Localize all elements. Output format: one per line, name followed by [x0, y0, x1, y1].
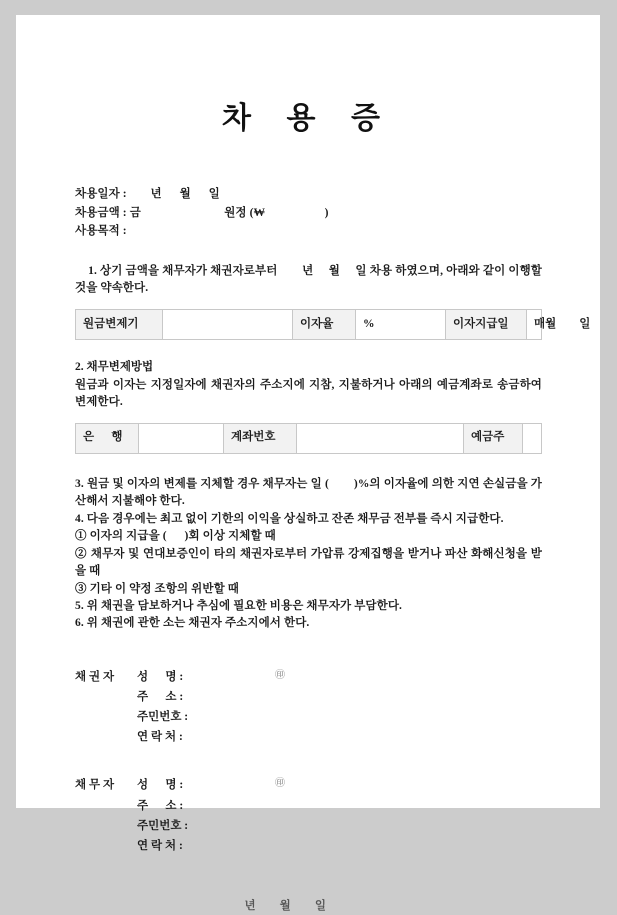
creditor-block — [75, 667, 542, 748]
section-2-block — [75, 359, 545, 411]
cell-account-number-value[interactable] — [297, 423, 464, 453]
debtor-contact-row — [75, 836, 542, 856]
cell-interest-rate-label: 이자율 — [293, 310, 356, 340]
loan-header-block — [75, 185, 542, 241]
clause-4-item-1: ① 이자의 지급을 ( )회 이상 지체할 때 — [75, 530, 276, 543]
loan-date-line: 차용일자 : 년 월 일 — [75, 188, 220, 200]
cell-interest-payment-date-label: 이자지급일 — [446, 310, 527, 340]
clause-1-text: 1. 상기 금액을 채무자가 채권자로부터 년 월 일 차용 하였으며, 아래와 같이 이행할 것을 약속한다. — [75, 264, 545, 295]
creditor-spacer-1 — [75, 687, 137, 707]
seal-icon: ㊞ — [275, 669, 285, 681]
debtor-name-label: 성 명 : — [137, 779, 184, 792]
cell-principal-due-value[interactable] — [163, 310, 293, 340]
cell-interest-rate-value[interactable]: % — [356, 310, 446, 340]
debtor-address-row — [75, 796, 542, 816]
section-2-heading: 2. 채무변제방법 — [75, 361, 154, 374]
page-title: 차 용 증 — [222, 102, 394, 135]
document-page — [16, 15, 600, 912]
loan-amount-line: 차용금액 : 금 원정 (₩ ) — [75, 206, 329, 219]
debtor-id-label: 주민번호 : — [137, 819, 189, 832]
creditor-contact-label: 연 락 처 : — [137, 731, 183, 744]
debtor-name-row — [75, 775, 542, 795]
cell-account-holder-value[interactable] — [523, 423, 542, 453]
debtor-title: 채 무 자 — [75, 779, 115, 792]
cell-account-number-label: 계좌번호 — [224, 423, 297, 453]
creditor-name-label: 성 명 : — [137, 670, 184, 683]
creditor-title: 채 권 자 — [75, 670, 115, 683]
creditor-contact-row — [75, 727, 542, 747]
creditor-spacer-3 — [75, 727, 137, 747]
clause-6-text: 6. 위 채권에 관한 소는 채권자 주소지에서 한다. — [75, 617, 310, 630]
creditor-name-row — [75, 667, 542, 687]
clause-4-item-3: ③ 기타 이 약정 조항의 위반할 때 — [75, 582, 239, 595]
debtor-id-row — [75, 816, 542, 836]
cell-interest-payment-date-value[interactable]: 매월 일 — [527, 310, 542, 340]
seal-icon: ㊞ — [275, 778, 285, 790]
creditor-id-label: 주민번호 : — [137, 711, 189, 724]
creditor-id-row — [75, 707, 542, 727]
creditor-address-label: 주 소 : — [137, 691, 184, 704]
clause-5-text: 5. 위 채권을 담보하거나 추심에 필요한 비용은 채무자가 부담한다. — [75, 600, 403, 612]
bank-account-table — [75, 423, 542, 454]
table-row — [76, 310, 542, 340]
creditor-address-row — [75, 687, 542, 707]
cell-account-holder-label: 예금주 — [464, 423, 523, 453]
creditor-spacer-2 — [75, 707, 137, 727]
loan-purpose-line: 사용목적 : — [75, 225, 127, 238]
signature-date-line: 년 월 일 — [244, 899, 327, 912]
debtor-spacer-3 — [75, 836, 137, 856]
cell-bank-label: 은 행 — [76, 423, 139, 453]
clause-3-text: 3. 원금 및 이자의 변제를 지체할 경우 채무자는 일 ( )%의 이자율에 의한 지연 손실금을 가산해서 지불해야 한다. — [75, 477, 542, 508]
debtor-block — [75, 775, 542, 856]
cell-bank-value[interactable] — [139, 423, 224, 453]
principal-repayment-table — [75, 309, 591, 340]
debtor-spacer-2 — [75, 816, 137, 836]
section-2-text: 원금과 이자는 지정일자에 채권자의 주소지에 지참, 지불하거나 아래의 예금계좌로 송금하여 변제한다. — [75, 378, 545, 409]
debtor-contact-label: 연 락 처 : — [137, 839, 183, 852]
debtor-address-label: 주 소 : — [137, 799, 184, 812]
clause-4-text: 4. 다음 경우에는 최고 없이 기한의 이익을 상실하고 잔존 채무금 전부를 즉시 지급한다. — [75, 512, 504, 525]
cell-principal-due-label: 원금변제기 — [76, 310, 163, 340]
clause-list — [75, 476, 542, 633]
debtor-spacer-1 — [75, 796, 137, 816]
document-body — [16, 185, 600, 915]
table-row — [76, 423, 542, 453]
clause-4-item-2: ② 채무자 및 연대보증인이 타의 채권자로부터 가압류 강제집행을 받거나 파산 화해신청을 받을 때 — [75, 547, 542, 578]
